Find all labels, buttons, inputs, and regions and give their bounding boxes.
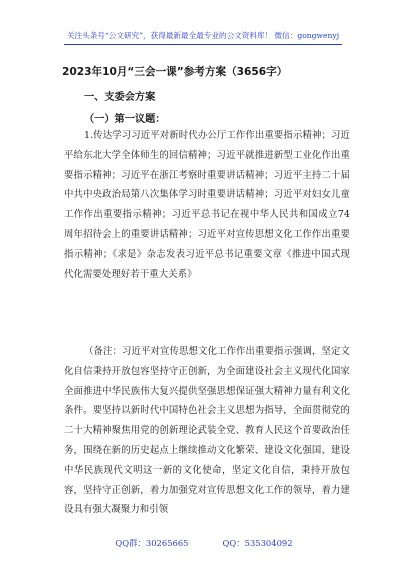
section-heading: 一、支委会方案 — [84, 92, 156, 103]
document-title: 2023年10月“三会一课”参考方案（3656字） — [62, 66, 288, 78]
footer-contact — [0, 537, 408, 549]
subsection-heading: （一）第一议题： — [84, 114, 166, 125]
body-paragraph: 1.传达学习习近平对新时代办公厅工作作出重要指示精神；习近平给东北大学全体师生的回信精神；习近平就推进新型工业化作出重要指示精神；习近平在浙江考察时重要讲话精神；习近平主持二十届中共中央政治局第八次集体学习时重要讲话精神；习近平对妇女儿童工作作出重要指示精神；习近平总书记在视中华人民共和国成立74周年招待会上的重要讲话精神；习近平对宣传思想文化工作作出重要指示精神；《求是》杂志发表习近平总书记重要文章《推进中国式现代化需要处理好若干重大关系》 — [64, 130, 350, 280]
header-banner: 关注头条号“公文研究”，获得最新最全最专业的公文资料库！ 微信：gongwenyj — [64, 30, 342, 45]
footer-qq-group: QQ群：30265665 — [115, 538, 189, 548]
footer-qq-number: QQ：535304092 — [222, 538, 293, 548]
body-paragraph-note: （备注：习近平对宣传思想文化工作作出重要指示强调，坚定文化自信秉持开放包容坚持守正创新，为全面建设社会主义现代化国家全面推进中华民族伟大复兴提供坚强思想保证强大精神力量有利文化条件。要坚持以新时代中国特色社会主义思想为指导，全面贯彻党的二十大精神聚焦用党的创新理论武装全党、教育人民这个首要政治任务，围绕在新的历史起点上继续推动文化繁荣、建设文化强国、建设中华民族现代文明这一新的文化使命，坚定文化自信，秉持开放包容，坚持守正创新，着力加强党对宣传思想文化工作的领导，着力建设具有强大凝聚力和引领 — [64, 346, 350, 516]
